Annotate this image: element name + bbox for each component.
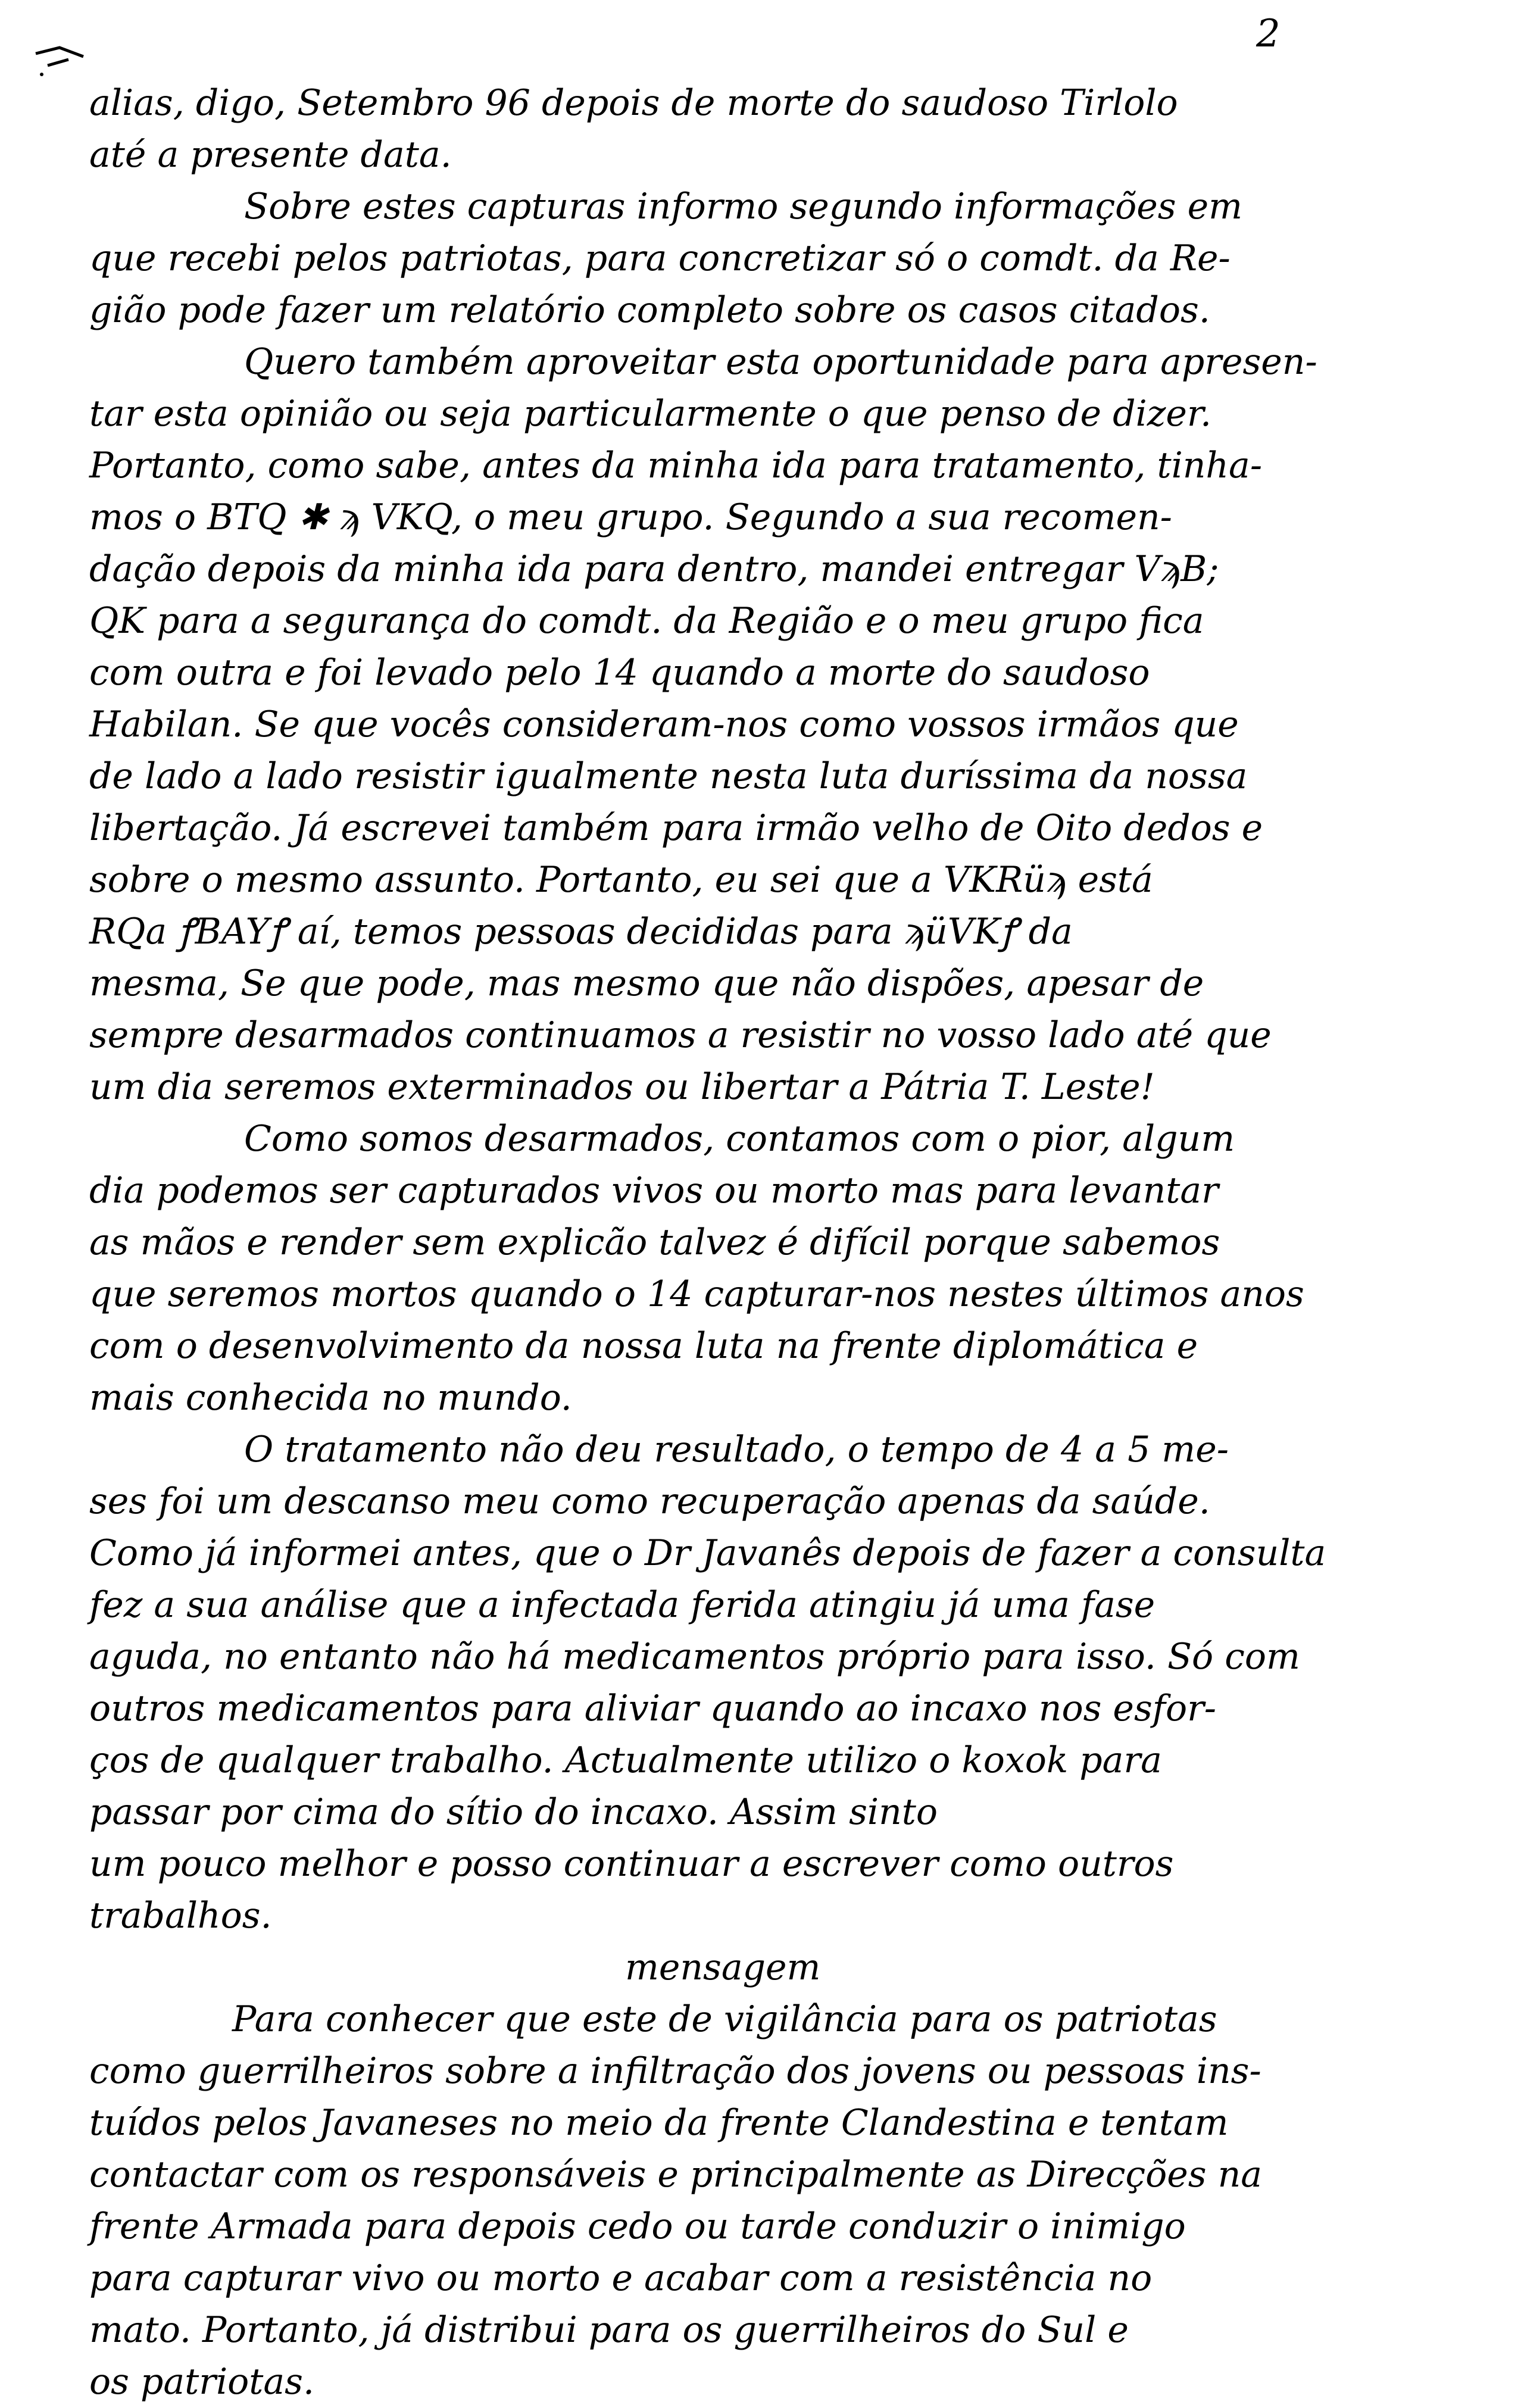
text-line: O tratamento não deu resultado, o tempo de 4 a 5 me- — [244, 1429, 1229, 1470]
text-line: alias, digo, Setembro 96 depois de morte do saudoso Tirlolo — [89, 82, 1178, 124]
text-line: contactar com os responsáveis e principalmente as Direcções na — [89, 2154, 1262, 2195]
handwritten-letter-body — [89, 77, 1476, 2408]
page-number: 2 — [1256, 12, 1281, 56]
text-line: dia podemos ser capturados vivos ou morto mas para levantar — [89, 1170, 1219, 1211]
text-line: Para conhecer que este de vigilância para os patriotas — [232, 1998, 1217, 2040]
text-line: que seremos mortos quando o 14 capturar-nos nestes últimos anos — [89, 1273, 1304, 1315]
text-line: de lado a lado resistir igualmente nesta luta duríssima da nossa — [89, 755, 1248, 797]
text-line: dação depois da minha ida para dentro, mandei entregar VϡB; — [89, 548, 1219, 590]
text-line: com outra e foi levado pelo 14 quando a morte do saudoso — [89, 652, 1150, 694]
text-line: mais conhecida no mundo. — [89, 1377, 572, 1419]
text-line: Quero também aproveitar esta oportunidade para apresen- — [244, 341, 1317, 383]
text-line: Sobre estes capturas informo segundo informações em — [244, 186, 1243, 227]
text-line: Como já informei antes, que o Dr Javanês depois de fazer a consulta — [89, 1532, 1326, 1574]
corner-mark-icon — [24, 30, 107, 83]
text-line: fez a sua análise que a infectada ferida atingiu já uma fase — [89, 1584, 1156, 1626]
text-line: tar esta opinião ou seja particularmente o que penso de dizer. — [89, 393, 1212, 435]
text-line: RQa ꝭBAYꝭ aí, temos pessoas decididas para ϡüVKꝭ da — [89, 911, 1073, 952]
text-line-insertion: mensagem — [625, 1947, 821, 1988]
text-line: frente Armada para depois cedo ou tarde conduzir o inimigo — [89, 2206, 1186, 2247]
text-line: as mãos e render sem explicão talvez é difícil porque sabemos — [89, 1222, 1220, 1263]
text-line: sobre o mesmo assunto. Portanto, eu sei que a VKRüϡ está — [89, 859, 1153, 901]
text-line: tuídos pelos Javaneses no meio da frente Clandestina e tentam — [89, 2102, 1229, 2144]
text-line: um pouco melhor e posso continuar a escrever como outros — [89, 1843, 1174, 1885]
text-line: ses foi um descanso meu como recuperação apenas da saúde. — [89, 1481, 1210, 1522]
text-line: libertação. Já escrevei também para irmão velho de Oito dedos e — [89, 807, 1263, 849]
text-line: mos o BTQ ✱ ϡ VKQ, o meu grupo. Segundo a sua recomen- — [89, 496, 1172, 538]
text-line: sempre desarmados continuamos a resistir no vosso lado até que — [89, 1014, 1272, 1056]
text-line: Como somos desarmados, contamos com o pior, algum — [244, 1118, 1235, 1160]
text-line: como guerrilheiros sobre a infiltração dos jovens ou pessoas ins- — [89, 2050, 1261, 2092]
text-line: mato. Portanto, já distribui para os guerrilheiros do Sul e — [89, 2309, 1129, 2351]
text-line: que recebi pelos patriotas, para concretizar só o comdt. da Re- — [89, 238, 1231, 279]
text-line: um dia seremos exterminados ou libertar a Pátria T. Leste! — [89, 1066, 1155, 1108]
text-line: gião pode fazer um relatório completo sobre os casos citados. — [89, 289, 1210, 331]
text-line: os patriotas. — [89, 2361, 315, 2403]
text-line: trabalhos. — [89, 1895, 272, 1937]
text-line: outros medicamentos para aliviar quando ao incaxo nos esfor- — [89, 1688, 1217, 1729]
text-line: mesma, Se que pode, mas mesmo que não dispões, apesar de — [89, 963, 1204, 1004]
text-line: ços de qualquer trabalho. Actualmente utilizo o koxok para — [89, 1739, 1162, 1781]
text-line: até a presente data. — [89, 134, 452, 176]
text-line: QK para a segurança do comdt. da Região e o meu grupo fica — [89, 600, 1204, 642]
text-line: para capturar vivo ou morto e acabar com a resistência no — [89, 2257, 1153, 2299]
text-line: com o desenvolvimento da nossa luta na frente diplomática e — [89, 1325, 1198, 1367]
text-line: Habilan. Se que vocês consideram-nos como vossos irmãos que — [89, 704, 1239, 745]
text-line: passar por cima do sítio do incaxo. Assim sinto — [89, 1791, 938, 1833]
text-line: aguda, no entanto não há medicamentos próprio para isso. Só com — [89, 1636, 1300, 1678]
text-line: Portanto, como sabe, antes da minha ida para tratamento, tinha- — [89, 445, 1263, 486]
